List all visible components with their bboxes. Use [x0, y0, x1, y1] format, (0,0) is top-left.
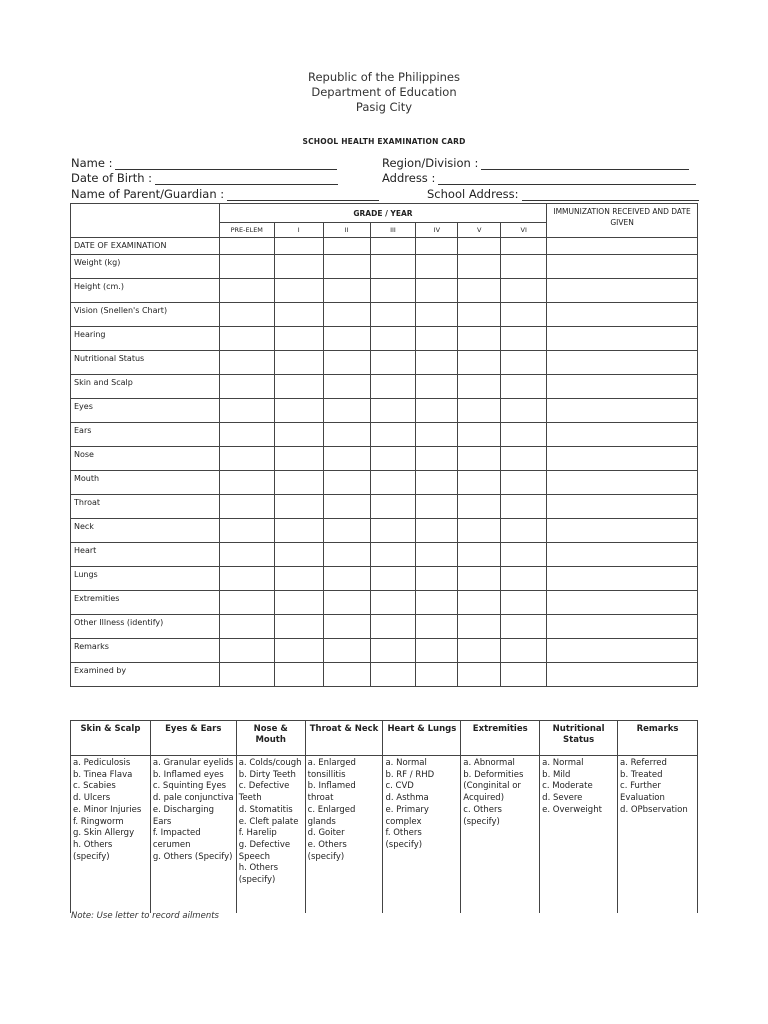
exam-row [71, 399, 698, 423]
exam-entry-cell[interactable] [458, 519, 501, 543]
legend-item-list [308, 758, 381, 863]
legend-item: b. Tinea Flava [73, 769, 133, 780]
exam-row-label: Ears [71, 423, 220, 447]
exam-row [71, 519, 698, 543]
exam-entry-cell[interactable] [219, 591, 274, 615]
exam-entry-cell[interactable] [416, 663, 458, 687]
ailment-note: Note: Use letter to record ailments [71, 911, 219, 921]
exam-entry-cell[interactable] [416, 255, 458, 279]
legend-column-items [540, 756, 618, 914]
legend-item: d. Ulcers [73, 793, 111, 804]
legend-item: d. OPbservation [620, 804, 688, 815]
legend-column-title: Nose & Mouth [236, 721, 305, 756]
exam-entry-cell[interactable] [501, 399, 547, 423]
exam-entry-cell[interactable] [458, 495, 501, 519]
exam-entry-cell[interactable] [323, 303, 370, 327]
legend-column-title: Heart & Lungs [383, 721, 461, 756]
exam-entry-cell[interactable] [323, 375, 370, 399]
exam-row-label: Weight (kg) [71, 255, 220, 279]
exam-entry-cell[interactable] [458, 663, 501, 687]
exam-entry-cell[interactable] [458, 375, 501, 399]
exam-entry-cell[interactable] [274, 351, 323, 375]
legend-item: c. Further Evaluation [620, 781, 665, 804]
address-field[interactable] [382, 171, 696, 185]
legend-item: f. Impacted cerumen [152, 828, 201, 850]
exam-entry-cell[interactable] [323, 567, 370, 591]
exam-entry-cell[interactable] [416, 447, 458, 471]
exam-entry-cell[interactable] [274, 471, 323, 495]
exam-entry-cell[interactable] [274, 615, 323, 639]
exam-entry-cell[interactable] [501, 238, 547, 255]
immunization-cell[interactable] [547, 238, 698, 255]
exam-row-label: Throat [71, 495, 220, 519]
legend-item-list [542, 758, 615, 817]
exam-entry-cell[interactable] [323, 591, 370, 615]
immunization-cell[interactable] [547, 519, 698, 543]
exam-entry-cell[interactable] [458, 615, 501, 639]
exam-entry-cell[interactable] [219, 423, 274, 447]
legend-item: c. Others (specify) [463, 804, 502, 827]
legend-column-title: Extremities [461, 721, 540, 756]
legend-column-items [236, 756, 305, 914]
immunization-cell[interactable] [547, 543, 698, 567]
exam-entry-cell[interactable] [274, 519, 323, 543]
exam-row [71, 255, 698, 279]
header-republic: Republic of the Philippines [307, 70, 461, 84]
exam-entry-cell[interactable] [323, 238, 370, 255]
exam-entry-cell[interactable] [219, 495, 274, 519]
exam-entry-cell[interactable] [370, 639, 416, 663]
legend-item-list [153, 758, 234, 863]
exam-entry-cell[interactable] [370, 303, 416, 327]
exam-entry-cell[interactable] [416, 375, 458, 399]
exam-row [71, 663, 698, 687]
exam-row [71, 495, 698, 519]
legend-item: c. CVD [385, 781, 414, 792]
legend-item: e. Overweight [542, 804, 602, 815]
exam-entry-cell[interactable] [323, 279, 370, 303]
immunization-cell[interactable] [547, 639, 698, 663]
exam-entry-cell[interactable] [458, 303, 501, 327]
exam-entry-cell[interactable] [323, 615, 370, 639]
exam-row-label: Neck [71, 519, 220, 543]
exam-entry-cell[interactable] [323, 351, 370, 375]
legend-item: b. RF / RHD [385, 769, 435, 780]
legend-item: a. Enlarged tonsillitis [307, 758, 356, 780]
legend-item-list [385, 758, 458, 852]
immunization-cell[interactable] [547, 447, 698, 471]
exam-entry-cell[interactable] [416, 639, 458, 663]
exam-entry-cell[interactable] [370, 327, 416, 351]
legend-item: c. Moderate [542, 781, 593, 792]
legend-item: a. Normal [385, 758, 427, 768]
exam-entry-cell[interactable] [501, 303, 547, 327]
exam-row-label: Other Illness (identify) [71, 615, 220, 639]
exam-entry-cell[interactable] [274, 543, 323, 567]
legend-table [70, 720, 698, 913]
exam-entry-cell[interactable] [370, 238, 416, 255]
dob-line[interactable] [155, 173, 338, 185]
legend-column-title: Skin & Scalp [71, 721, 151, 756]
exam-entry-cell[interactable] [274, 447, 323, 471]
exam-entry-cell[interactable] [274, 495, 323, 519]
exam-entry-cell[interactable] [416, 351, 458, 375]
exam-row [71, 327, 698, 351]
exam-entry-cell[interactable] [416, 279, 458, 303]
grade-year-header: GRADE / YEAR [219, 204, 546, 223]
legend-body-row [71, 756, 698, 914]
exam-entry-cell[interactable] [370, 423, 416, 447]
exam-entry-cell[interactable] [458, 639, 501, 663]
immunization-header: IMMUNIZATION RECEIVED AND DATE GIVEN [547, 204, 698, 238]
exam-entry-cell[interactable] [458, 543, 501, 567]
exam-row-label: Heart [71, 543, 220, 567]
immunization-cell[interactable] [547, 351, 698, 375]
exam-entry-cell[interactable] [219, 615, 274, 639]
exam-entry-cell[interactable] [219, 543, 274, 567]
exam-entry-cell[interactable] [501, 423, 547, 447]
immunization-cell[interactable] [547, 399, 698, 423]
exam-entry-cell[interactable] [323, 519, 370, 543]
exam-row [71, 543, 698, 567]
exam-table [70, 203, 698, 687]
region-line[interactable] [481, 158, 689, 170]
legend-item: b. Treated [620, 769, 663, 780]
legend-item: a. Normal [542, 758, 584, 768]
legend-item: g. Defective Speech [238, 839, 291, 862]
immunization-cell[interactable] [547, 327, 698, 351]
exam-entry-cell[interactable] [416, 327, 458, 351]
legend-header-row [71, 721, 698, 756]
exam-entry-cell[interactable] [274, 327, 323, 351]
exam-entry-cell[interactable] [219, 375, 274, 399]
exam-corner-cell [71, 204, 220, 238]
exam-entry-cell[interactable] [219, 255, 274, 279]
legend-item: f. Others (specify) [385, 828, 423, 850]
exam-entry-cell[interactable] [501, 567, 547, 591]
header-city: Pasig City [355, 100, 413, 114]
exam-entry-cell[interactable] [219, 663, 274, 687]
legend-item-list [73, 758, 148, 863]
exam-entry-cell[interactable] [370, 447, 416, 471]
exam-entry-cell[interactable] [458, 327, 501, 351]
legend-item-list [239, 758, 303, 887]
immunization-cell[interactable] [547, 663, 698, 687]
exam-row-label: Height (cm.) [71, 279, 220, 303]
exam-entry-cell[interactable] [370, 351, 416, 375]
exam-entry-cell[interactable] [458, 279, 501, 303]
exam-row [71, 471, 698, 495]
exam-entry-cell[interactable] [501, 663, 547, 687]
legend-item: f. Harelip [238, 828, 277, 839]
legend-item: d. pale conjunctiva [152, 793, 234, 804]
legend-item: a. Colds/cough [238, 758, 302, 768]
exam-entry-cell[interactable] [370, 399, 416, 423]
legend-item: e. Discharging Ears [152, 804, 214, 827]
exam-entry-cell[interactable] [370, 471, 416, 495]
legend-item-list [463, 758, 537, 828]
exam-entry-cell[interactable] [458, 447, 501, 471]
legend-item: a. Pediculosis [73, 758, 131, 768]
legend-item: f. Ringworm [73, 816, 124, 827]
exam-entry-cell[interactable] [323, 639, 370, 663]
exam-entry-cell[interactable] [501, 591, 547, 615]
exam-entry-cell[interactable] [370, 255, 416, 279]
exam-row-label: Nutritional Status [71, 351, 220, 375]
exam-entry-cell[interactable] [323, 327, 370, 351]
region-label: Region/Division : [382, 156, 479, 170]
exam-row-label: Mouth [71, 471, 220, 495]
immunization-cell[interactable] [547, 279, 698, 303]
exam-row-label: Eyes [71, 399, 220, 423]
legend-item: c. Enlarged glands [307, 804, 356, 827]
exam-entry-cell[interactable] [274, 375, 323, 399]
legend-column-items [383, 756, 461, 914]
legend-item: e. Others (specify) [307, 839, 347, 862]
exam-entry-cell[interactable] [219, 399, 274, 423]
legend-item: g. Skin Allergy [73, 828, 135, 839]
region-field[interactable] [382, 156, 689, 170]
exam-row-label: Extremities [71, 591, 220, 615]
exam-row [71, 375, 698, 399]
exam-entry-cell[interactable] [274, 303, 323, 327]
exam-row [71, 423, 698, 447]
exam-entry-cell[interactable] [458, 255, 501, 279]
exam-entry-cell[interactable] [458, 351, 501, 375]
exam-entry-cell[interactable] [370, 591, 416, 615]
exam-entry-cell[interactable] [416, 591, 458, 615]
exam-entry-cell[interactable] [416, 543, 458, 567]
exam-row-label: Skin and Scalp [71, 375, 220, 399]
legend-item: b. Inflamed throat [307, 781, 356, 804]
legend-item: b. Deformities (Conginital or Acquired) [463, 769, 524, 804]
exam-entry-cell[interactable] [416, 238, 458, 255]
dob-label: Date of Birth : [71, 171, 153, 185]
immunization-cell[interactable] [547, 423, 698, 447]
grade-level-header: VI [501, 223, 547, 238]
parent-label: Name of Parent/Guardian : [71, 187, 225, 201]
legend-item: c. Defective Teeth [238, 781, 290, 804]
exam-entry-cell[interactable] [501, 279, 547, 303]
exam-entry-cell[interactable] [219, 279, 274, 303]
exam-entry-cell[interactable] [501, 543, 547, 567]
immunization-cell[interactable] [547, 495, 698, 519]
exam-entry-cell[interactable] [219, 447, 274, 471]
exam-entry-cell[interactable] [274, 279, 323, 303]
legend-item: a. Referred [620, 758, 667, 768]
grade-level-header: I [274, 223, 323, 238]
immunization-cell[interactable] [547, 375, 698, 399]
exam-row-label: DATE OF EXAMINATION [71, 238, 220, 255]
exam-entry-cell[interactable] [501, 471, 547, 495]
legend-item: e. Primary complex [385, 804, 429, 827]
exam-entry-cell[interactable] [501, 351, 547, 375]
exam-row [71, 591, 698, 615]
school-address-label: School Address: [427, 187, 519, 201]
address-line[interactable] [438, 173, 696, 185]
legend-column-items [305, 756, 383, 914]
document-header [0, 70, 768, 115]
exam-entry-cell[interactable] [416, 303, 458, 327]
name-line[interactable] [115, 158, 337, 170]
exam-row-label: Nose [71, 447, 220, 471]
exam-entry-cell[interactable] [219, 238, 274, 255]
legend-item: e. Minor Injuries [73, 804, 142, 815]
name-field[interactable] [71, 156, 337, 170]
legend-item: d. Asthma [385, 793, 429, 804]
parent-line[interactable] [227, 189, 379, 201]
card-title: SCHOOL HEALTH EXAMINATION CARD [302, 137, 466, 146]
exam-entry-cell[interactable] [323, 447, 370, 471]
exam-entry-cell[interactable] [501, 495, 547, 519]
exam-entry-cell[interactable] [370, 615, 416, 639]
exam-entry-cell[interactable] [458, 399, 501, 423]
exam-entry-cell[interactable] [219, 639, 274, 663]
exam-entry-cell[interactable] [370, 663, 416, 687]
exam-entry-cell[interactable] [501, 639, 547, 663]
legend-item: a. Granular eyelids [152, 758, 234, 768]
legend-column-title: Throat & Neck [305, 721, 383, 756]
exam-entry-cell[interactable] [370, 567, 416, 591]
exam-row-label: Lungs [71, 567, 220, 591]
grade-level-header: IV [416, 223, 458, 238]
exam-entry-cell[interactable] [323, 255, 370, 279]
exam-entry-cell[interactable] [274, 238, 323, 255]
immunization-cell[interactable] [547, 303, 698, 327]
exam-row [71, 615, 698, 639]
exam-row [71, 351, 698, 375]
legend-column-items [150, 756, 236, 914]
exam-entry-cell[interactable] [274, 663, 323, 687]
grade-level-header: II [323, 223, 370, 238]
immunization-cell[interactable] [547, 255, 698, 279]
legend-item: b. Mild [542, 769, 571, 780]
exam-entry-cell[interactable] [219, 567, 274, 591]
exam-row [71, 639, 698, 663]
immunization-cell[interactable] [547, 567, 698, 591]
exam-entry-cell[interactable] [274, 639, 323, 663]
exam-entry-cell[interactable] [323, 423, 370, 447]
exam-entry-cell[interactable] [416, 399, 458, 423]
legend-column-title: Eyes & Ears [150, 721, 236, 756]
exam-entry-cell[interactable] [323, 471, 370, 495]
legend-item: d. Stomatitis [238, 804, 293, 815]
exam-entry-cell[interactable] [501, 255, 547, 279]
legend-item: a. Abnormal [463, 758, 515, 768]
exam-entry-cell[interactable] [416, 471, 458, 495]
school-address-field[interactable] [427, 187, 699, 201]
exam-entry-cell[interactable] [219, 351, 274, 375]
immunization-cell[interactable] [547, 615, 698, 639]
exam-row [71, 238, 698, 255]
exam-entry-cell[interactable] [323, 495, 370, 519]
exam-entry-cell[interactable] [323, 543, 370, 567]
exam-entry-cell[interactable] [416, 615, 458, 639]
exam-entry-cell[interactable] [458, 567, 501, 591]
grade-level-header: V [458, 223, 501, 238]
legend-item: d. Goiter [307, 828, 345, 839]
exam-entry-cell[interactable] [370, 375, 416, 399]
legend-item: c. Squinting Eyes [152, 781, 227, 792]
exam-entry-cell[interactable] [416, 423, 458, 447]
legend-item: h. Others (specify) [73, 839, 113, 862]
exam-entry-cell[interactable] [416, 567, 458, 591]
header-department: Department of Education [311, 85, 457, 99]
legend-item: b. Inflamed eyes [152, 769, 224, 780]
legend-column-items [618, 756, 698, 914]
exam-row-label: Remarks [71, 639, 220, 663]
exam-entry-cell[interactable] [458, 423, 501, 447]
immunization-cell[interactable] [547, 471, 698, 495]
legend-item: c. Scabies [73, 781, 116, 792]
exam-entry-cell[interactable] [274, 423, 323, 447]
exam-entry-cell[interactable] [219, 303, 274, 327]
address-label: Address : [382, 171, 436, 185]
exam-entry-cell[interactable] [458, 471, 501, 495]
school-address-line[interactable] [522, 189, 699, 201]
legend-column-items [71, 756, 151, 914]
exam-entry-cell[interactable] [219, 519, 274, 543]
exam-entry-cell[interactable] [274, 567, 323, 591]
legend-item: g. Others (Specify) [152, 851, 233, 862]
immunization-cell[interactable] [547, 591, 698, 615]
exam-entry-cell[interactable] [416, 519, 458, 543]
exam-entry-cell[interactable] [274, 255, 323, 279]
exam-entry-cell[interactable] [501, 519, 547, 543]
exam-row-label: Examined by [71, 663, 220, 687]
exam-row-label: Vision (Snellen's Chart) [71, 303, 220, 327]
exam-entry-cell[interactable] [458, 238, 501, 255]
legend-item: h. Others (specify) [238, 863, 279, 886]
exam-entry-cell[interactable] [416, 495, 458, 519]
grade-level-header: PRE-ELEM [219, 223, 274, 238]
exam-entry-cell[interactable] [323, 663, 370, 687]
legend-item: e. Cleft palate [238, 816, 299, 827]
exam-entry-cell[interactable] [501, 615, 547, 639]
exam-entry-cell[interactable] [219, 471, 274, 495]
legend-column-title: Nutritional Status [540, 721, 618, 756]
parent-field[interactable] [71, 187, 379, 201]
exam-row [71, 567, 698, 591]
exam-entry-cell[interactable] [501, 447, 547, 471]
exam-entry-cell[interactable] [323, 399, 370, 423]
legend-item: b. Dirty Teeth [238, 769, 296, 780]
exam-entry-cell[interactable] [458, 591, 501, 615]
legend-item: d. Severe [542, 793, 583, 804]
exam-entry-cell[interactable] [501, 327, 547, 351]
exam-entry-cell[interactable] [274, 399, 323, 423]
exam-entry-cell[interactable] [501, 375, 547, 399]
name-label: Name : [71, 156, 113, 170]
grade-level-header: III [370, 223, 416, 238]
exam-entry-cell[interactable] [370, 543, 416, 567]
legend-column-title: Remarks [618, 721, 698, 756]
exam-row [71, 279, 698, 303]
exam-row [71, 447, 698, 471]
exam-entry-cell[interactable] [370, 495, 416, 519]
legend-column-items [461, 756, 540, 914]
legend-item-list [620, 758, 695, 817]
exam-entry-cell[interactable] [274, 591, 323, 615]
exam-entry-cell[interactable] [370, 279, 416, 303]
exam-entry-cell[interactable] [219, 327, 274, 351]
exam-row [71, 303, 698, 327]
dob-field[interactable] [71, 171, 338, 185]
exam-row-label: Hearing [71, 327, 220, 351]
exam-entry-cell[interactable] [370, 519, 416, 543]
